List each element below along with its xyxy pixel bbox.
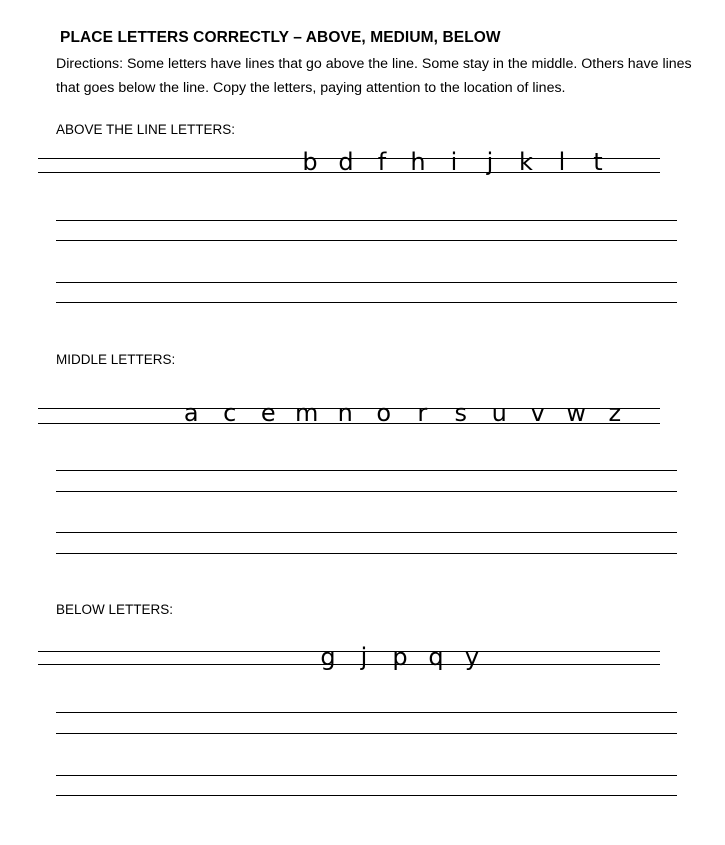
- copy-line: [56, 470, 677, 471]
- copy-line: [56, 733, 677, 734]
- copy-line: [56, 220, 677, 221]
- copy-line: [56, 491, 677, 492]
- letter: r: [417, 399, 428, 427]
- letter: u: [491, 399, 507, 427]
- copy-line: [56, 553, 677, 554]
- copy-line: [56, 532, 677, 533]
- letter: f: [377, 148, 387, 176]
- copy-line: [56, 775, 677, 776]
- letters-below: [310, 645, 490, 669]
- section-label-below: BELOW LETTERS:: [56, 602, 174, 617]
- letter: j: [360, 643, 368, 671]
- letter: k: [519, 148, 533, 176]
- copy-line: [56, 712, 677, 713]
- letter: p: [392, 643, 408, 671]
- letter: e: [260, 399, 276, 427]
- letter: m: [295, 399, 319, 427]
- letters-above: [292, 150, 616, 174]
- letter: q: [428, 643, 444, 671]
- letter: h: [410, 148, 426, 176]
- copy-line: [56, 795, 677, 796]
- letter: s: [454, 399, 467, 427]
- letter: j: [486, 148, 494, 176]
- letters-middle: [172, 401, 634, 425]
- letter: i: [450, 148, 458, 176]
- worksheet-title: PLACE LETTERS CORRECTLY – ABOVE, MEDIUM, BELOW: [60, 29, 501, 46]
- letter: z: [608, 399, 622, 427]
- letter: g: [320, 643, 336, 671]
- section-label-middle: MIDDLE LETTERS:: [56, 352, 176, 367]
- letter: c: [223, 399, 237, 427]
- letter: y: [464, 643, 480, 671]
- letter: n: [337, 399, 353, 427]
- letter: l: [558, 148, 566, 176]
- copy-line: [56, 240, 677, 241]
- letter: w: [566, 399, 587, 427]
- copy-line: [56, 282, 677, 283]
- directions-text: Directions: Some letters have lines that go above the line. Some stay in the middle. Others have lines that goes below the line. Copy the letters, paying attention to the location of lines.: [56, 56, 692, 96]
- letter: b: [302, 148, 318, 176]
- letter: d: [338, 148, 354, 176]
- copy-line: [56, 302, 677, 303]
- letter: o: [376, 399, 392, 427]
- letter: v: [530, 399, 545, 427]
- letter: a: [183, 399, 199, 427]
- section-label-above: ABOVE THE LINE LETTERS:: [56, 122, 236, 137]
- letter: t: [593, 148, 603, 176]
